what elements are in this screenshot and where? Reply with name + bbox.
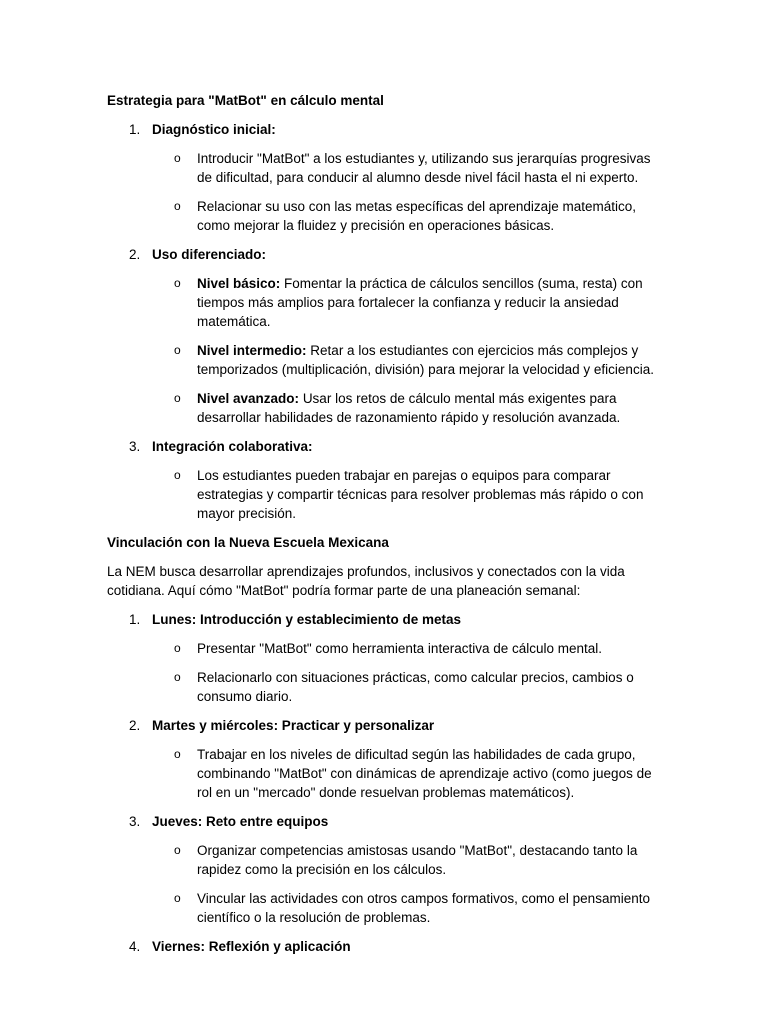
bullet-icon: o [174, 276, 181, 290]
sub-list-item [152, 639, 667, 658]
list-item [107, 120, 667, 235]
section-intro: La NEM busca desarrollar aprendizajes profundos, inclusivos y conectados con la vida cotidiana. Aquí cómo "MatBot" podría formar parte de una planeación semanal: [107, 564, 625, 598]
bullet-icon: o [174, 891, 181, 905]
sub-list [152, 274, 667, 427]
bullet-icon: o [174, 641, 181, 655]
sub-list [152, 639, 667, 706]
list-item [107, 245, 667, 427]
bullet-icon: o [174, 199, 181, 213]
list-item-title: Diagnóstico inicial: [152, 122, 276, 137]
sub-item-text: Presentar "MatBot" como herramienta interactiva de cálculo mental. [197, 641, 603, 656]
sub-list-item [152, 341, 667, 379]
list-item-title: Martes y miércoles: Practicar y personalizar [152, 718, 435, 733]
list-item [107, 716, 667, 802]
sub-item-lead: Nivel básico: [197, 276, 281, 291]
sub-item-text: Vincular las actividades con otros campos formativos, como el pensamiento científico o la resolución de problemas. [197, 891, 650, 925]
section-heading-strategy: Estrategia para "MatBot" en cálculo mental [107, 93, 384, 108]
section-heading-nem: Vinculación con la Nueva Escuela Mexicana [107, 535, 389, 550]
sub-list [152, 466, 667, 523]
list-item [107, 437, 667, 523]
bullet-icon: o [174, 747, 181, 761]
list-item-title: Uso diferenciado: [152, 247, 267, 262]
sub-item-text: Usar los retos de cálculo mental más exigentes para desarrollar habilidades de razonamiento rápido y resolución avanzada. [197, 391, 621, 425]
sub-item-text: Los estudiantes pueden trabajar en parejas o equipos para comparar estrategias y compartir técnicas para resolver problemas más rápido o con mayor precisión. [197, 468, 644, 521]
sub-list [152, 149, 667, 235]
sub-list [152, 841, 667, 927]
bullet-icon: o [174, 151, 181, 165]
list-item [107, 812, 667, 927]
document-content [107, 91, 667, 966]
sub-item-text: Organizar competencias amistosas usando "MatBot", destacando tanto la rapidez como la precisión en los cálculos. [197, 843, 638, 877]
list-number: 3. [129, 439, 141, 454]
sub-list-item [152, 745, 667, 802]
sub-item-text: Relacionar su uso con las metas específicas del aprendizaje matemático, como mejorar la fluidez y precisión en operaciones básicas. [197, 199, 636, 233]
sub-item-lead: Nivel avanzado: [197, 391, 300, 406]
sub-item-text: Relacionarlo con situaciones prácticas, como calcular precios, cambios o consumo diario. [197, 670, 634, 704]
sub-item-lead: Nivel intermedio: [197, 343, 307, 358]
list-number: 4. [129, 939, 141, 954]
list-number: 1. [129, 122, 141, 137]
sub-list-item [152, 274, 667, 331]
strategy-list [107, 120, 667, 523]
bullet-icon: o [174, 670, 181, 684]
list-item-title: Integración colaborativa: [152, 439, 313, 454]
sub-item-text: Introducir "MatBot" a los estudiantes y, utilizando sus jerarquías progresivas de dificultad, para conducir al alumno desde nivel fácil hasta el ni experto. [197, 151, 651, 185]
list-item-title: Lunes: Introducción y establecimiento de metas [152, 612, 462, 627]
bullet-icon: o [174, 391, 181, 405]
sub-list [152, 745, 667, 802]
list-number: 3. [129, 814, 141, 829]
bullet-icon: o [174, 468, 181, 482]
list-number: 2. [129, 718, 141, 733]
sub-list-item [152, 841, 667, 879]
list-number: 1. [129, 612, 141, 627]
weekly-plan-list [107, 610, 667, 956]
sub-item-text: Trabajar en los niveles de dificultad según las habilidades de cada grupo, combinando "MatBot" con dinámicas de aprendizaje activo (como juegos de rol en un "mercado" donde resuelvan problemas matemáticos). [197, 747, 652, 800]
sub-item-text: Retar a los estudiantes con ejercicios más complejos y temporizados (multiplicación, división) para mejorar la velocidad y eficiencia. [197, 343, 654, 377]
sub-item-text: Fomentar la práctica de cálculos sencillos (suma, resta) con tiempos más amplios para fortalecer la confianza y reducir la ansiedad matemática. [197, 276, 643, 329]
list-item-title: Jueves: Reto entre equipos [152, 814, 329, 829]
list-number: 2. [129, 247, 141, 262]
bullet-icon: o [174, 343, 181, 357]
list-item-title: Viernes: Reflexión y aplicación [152, 939, 351, 954]
list-item [107, 937, 667, 956]
sub-list-item [152, 889, 667, 927]
sub-list-item [152, 197, 667, 235]
sub-list-item [152, 668, 667, 706]
list-item [107, 610, 667, 706]
sub-list-item [152, 389, 667, 427]
bullet-icon: o [174, 843, 181, 857]
sub-list-item [152, 149, 667, 187]
sub-list-item [152, 466, 667, 523]
